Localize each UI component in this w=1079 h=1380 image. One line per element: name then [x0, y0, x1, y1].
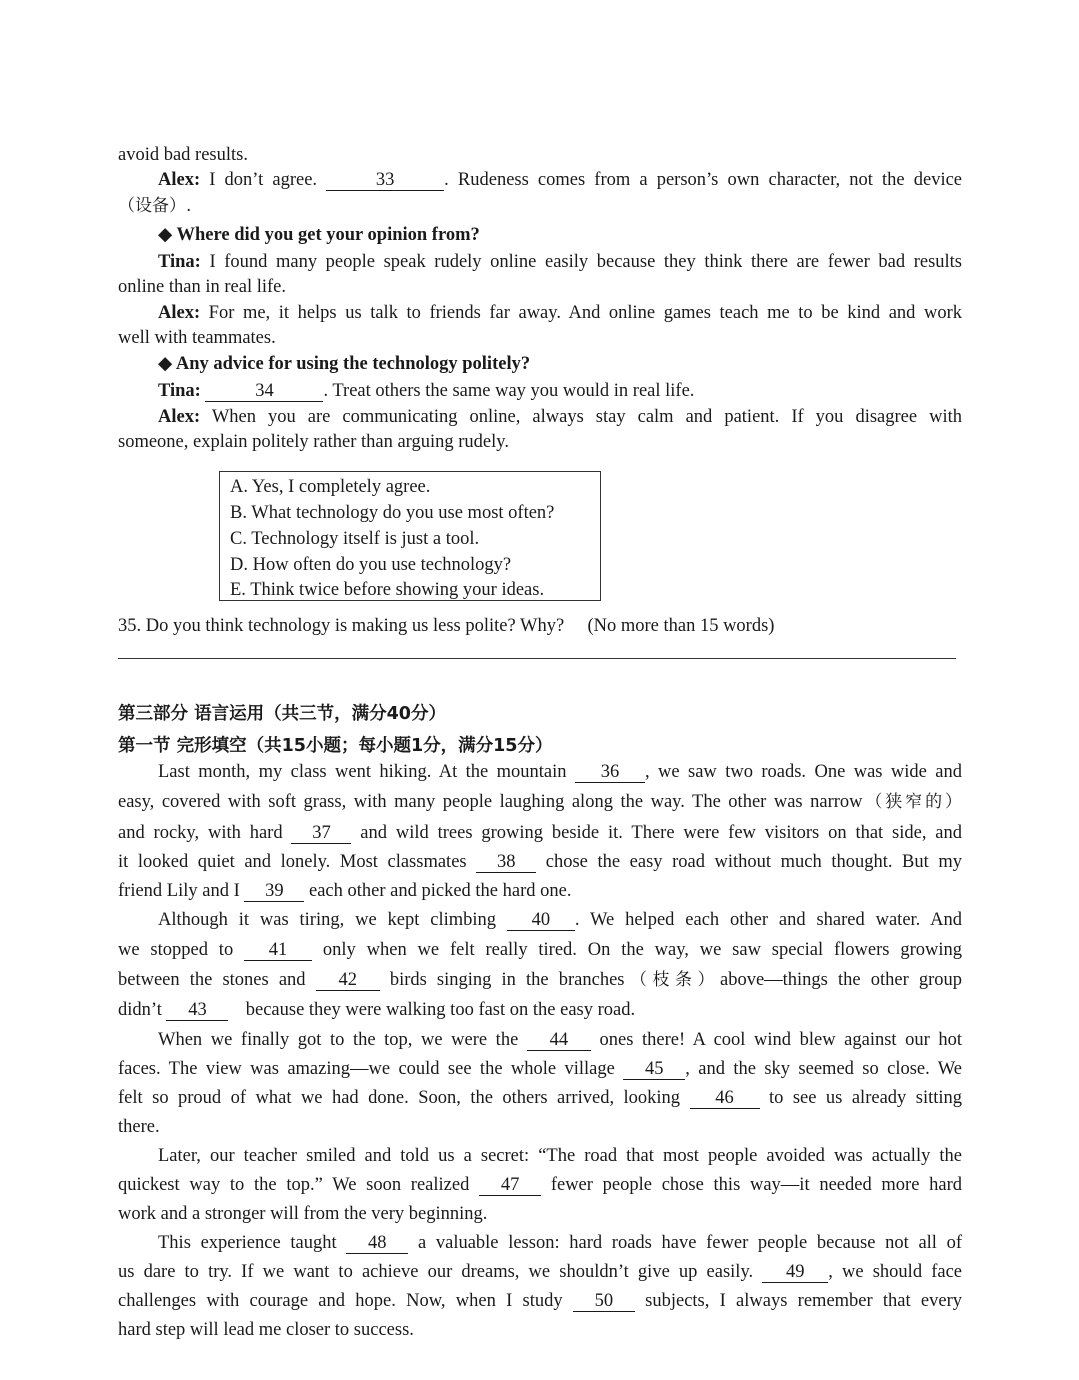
text: between the stones and: [118, 970, 306, 990]
text: we stopped to: [118, 940, 234, 960]
text: subjects, I always remember that every: [645, 1291, 963, 1311]
speaker-label: Tina:: [158, 381, 201, 401]
speaker-label: Alex:: [158, 303, 201, 323]
option-c: C. Technology itself is just a tool.: [230, 529, 480, 549]
text: fewer people chose this way—it needed more hard: [550, 1175, 963, 1195]
question-text: ◆ Any advice for using the technology politely?: [158, 354, 531, 374]
text: and wild trees growing beside it. There were few visitors on that side, and: [360, 823, 963, 843]
blank-50[interactable]: 50: [573, 1291, 635, 1312]
cloze-line: [118, 879, 571, 903]
text-line: [118, 275, 286, 299]
blank-41[interactable]: 41: [244, 940, 312, 961]
blank-40[interactable]: 40: [507, 910, 575, 931]
cloze-line: [118, 1028, 962, 1052]
blank-43[interactable]: 43: [166, 1000, 228, 1021]
cloze-line: [118, 1231, 962, 1255]
dialogue-line-alex: [118, 301, 962, 325]
blank-47[interactable]: 47: [479, 1175, 541, 1196]
text: quickest way to the top.” We soon realized: [118, 1175, 470, 1195]
text: hard step will lead me closer to success.: [118, 1320, 414, 1340]
speaker-label: Alex:: [158, 407, 201, 427]
text: only when we felt really tired. On the way, we saw special flowers growing: [322, 940, 962, 960]
option-d: D. How often do you use technology?: [230, 555, 512, 575]
blank-39[interactable]: 39: [244, 881, 304, 902]
text: easy, covered with soft grass, with many people laughing along the way. The other was narrow: [118, 792, 863, 812]
blank-44[interactable]: 44: [527, 1030, 591, 1051]
speaker-label: Tina:: [158, 252, 201, 272]
cloze-line: [118, 790, 962, 814]
blank-37[interactable]: 37: [291, 823, 351, 844]
blank-45[interactable]: 45: [623, 1059, 685, 1080]
cloze-line: [118, 968, 962, 992]
cloze-line: [118, 998, 635, 1022]
cloze-line: [118, 1144, 962, 1168]
cloze-line: [118, 1086, 962, 1110]
text-line: [118, 143, 248, 167]
section-title: [118, 702, 446, 726]
dialogue-line-alex: [118, 405, 962, 429]
text: . We helped each other and shared water. And: [574, 910, 963, 930]
cloze-line: [118, 938, 962, 962]
text: because they were walking too fast on the easy road.: [245, 1000, 636, 1020]
options-box: [219, 471, 601, 601]
cloze-line: [118, 1115, 160, 1139]
text: a valuable lesson: hard roads have fewer people because not all of: [417, 1233, 963, 1253]
text: , we should face: [828, 1262, 962, 1282]
blank-33[interactable]: 33: [326, 170, 444, 191]
cloze-line: [118, 760, 962, 784]
text: Later, our teacher smiled and told us a secret: “The road that most people avoided was actually the: [158, 1146, 962, 1166]
cloze-line: [118, 1318, 414, 1342]
cloze-line: [118, 1202, 487, 1226]
cloze-line: [118, 1289, 962, 1313]
text: friend Lily and I: [118, 881, 240, 901]
text: ones there! A cool wind blew against our hot: [599, 1030, 963, 1050]
text: there.: [118, 1117, 160, 1137]
cloze-line: [118, 850, 962, 874]
text: to see us already sitting: [769, 1088, 963, 1108]
blank-49[interactable]: 49: [762, 1262, 828, 1283]
cloze-line: [118, 821, 962, 845]
sub-title: 第一节 完形填空（共15小题；每小题1分，满分15分）: [118, 736, 553, 756]
text: someone, explain politely rather than arguing rudely.: [118, 432, 509, 452]
question-heading: [118, 352, 530, 376]
dialogue-line-alex: [118, 168, 962, 192]
text: （设备）.: [118, 196, 192, 216]
blank-48[interactable]: 48: [346, 1233, 408, 1254]
text: us dare to try. If we want to achieve our dreams, we shouldn’t give up easily.: [118, 1262, 754, 1282]
text: didn’t: [118, 1000, 162, 1020]
option-b: B. What technology do you use most often?: [230, 503, 555, 523]
blank-42[interactable]: 42: [316, 970, 380, 991]
question-text: ◆ Where did you get your opinion from?: [158, 225, 480, 245]
cloze-line: [118, 1173, 962, 1197]
text: challenges with courage and hope. Now, when I study: [118, 1291, 563, 1311]
text: , we saw two roads. One was wide and: [644, 762, 962, 782]
text: chose the easy road without much thought. But my: [545, 852, 962, 872]
text: avoid bad results.: [118, 145, 248, 165]
blank-38[interactable]: 38: [476, 852, 536, 873]
text: . Rudeness comes from a person’s own character, not the device: [444, 170, 963, 190]
gloss: （枝条）: [624, 970, 720, 990]
text: online than in real life.: [118, 277, 286, 297]
dialogue-line-tina: [118, 379, 694, 403]
text: felt so proud of what we had done. Soon, the others arrived, looking: [118, 1088, 681, 1108]
cloze-line: [118, 1057, 962, 1081]
blank-46[interactable]: 46: [690, 1088, 760, 1109]
text: it looked quiet and lonely. Most classmates: [118, 852, 467, 872]
part-title: 第三部分 语言运用（共三节，满分40分）: [118, 704, 446, 724]
text: When we finally got to the top, we were the: [158, 1030, 519, 1050]
text-line: [118, 430, 509, 454]
text: above—things the other group: [719, 970, 963, 990]
text: and rocky, with hard: [118, 823, 283, 843]
text: , and the sky seemed so close. We: [685, 1059, 962, 1079]
option-a: A. Yes, I completely agree.: [230, 477, 431, 497]
gloss: （狭窄的）: [862, 792, 962, 812]
text: . Treat others the same way you would in real life.: [323, 381, 695, 401]
text: Although it was tiring, we kept climbing: [158, 910, 497, 930]
text: When you are communicating online, always stay calm and patient. If you disagree with: [200, 407, 962, 427]
answer-line-35[interactable]: [118, 658, 956, 659]
text: faces. The view was amazing—we could see the whole village: [118, 1059, 615, 1079]
section-subtitle: [118, 734, 552, 758]
cloze-line: [118, 908, 962, 932]
dialogue-line-tina: [118, 250, 962, 274]
text: I found many people speak rudely online easily because they think there are fewer bad results: [200, 252, 962, 272]
text: each other and picked the hard one.: [309, 881, 572, 901]
text: work and a stronger will from the very beginning.: [118, 1204, 488, 1224]
text: Last month, my class went hiking. At the mountain: [158, 762, 567, 782]
speaker-label: Alex:: [158, 170, 201, 190]
question-hint: (No more than 15 words): [587, 616, 775, 636]
text: I don’t agree.: [200, 170, 327, 190]
blank-34[interactable]: 34: [205, 381, 323, 402]
question-heading: [118, 223, 480, 247]
text: birds singing in the branches: [389, 970, 625, 990]
text: well with teammates.: [118, 328, 276, 348]
question-35: [118, 614, 774, 638]
question-text: 35. Do you think technology is making us less polite? Why?: [118, 616, 565, 636]
text-line: [118, 326, 276, 350]
text-line: [118, 194, 191, 218]
text: This experience taught: [158, 1233, 337, 1253]
option-e: E. Think twice before showing your ideas.: [230, 580, 545, 600]
text: For me, it helps us talk to friends far away. And online games teach me to be kind and work: [200, 303, 962, 323]
cloze-line: [118, 1260, 962, 1284]
blank-36[interactable]: 36: [575, 762, 645, 783]
